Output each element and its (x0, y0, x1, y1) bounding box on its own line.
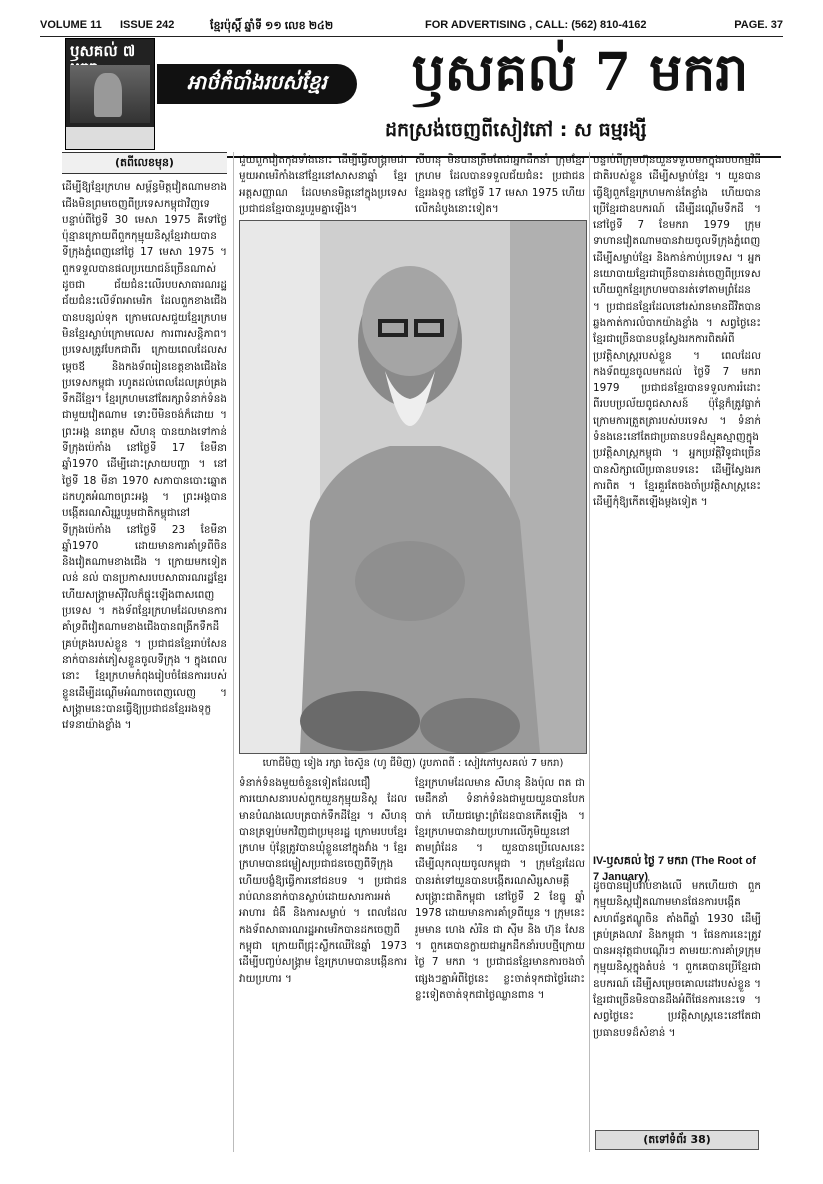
article-header (65, 38, 781, 150)
portrait-photo (239, 220, 587, 754)
article-column-2-bottom: ទំនាក់ទំនងមួយចំនួនទៀតដែលជឿ ការយោសនារបស់ពួកយួនកុម្មុយនិស្ត ដែលមានបំណងលេបត្របាក់ទឹកដីខ្មែរ ។ សីហនុ បានត្រឡប់មកវិញជាប្រមុខរដ្ឋ ក្រោមរបបខ្មែរក្រហម ប៉ុន្តែត្រូវបានឃុំខ្លួននៅក្នុងវាំង ។ ខ្មែរក្រហមបានជម្លៀសប្រជាជនចេញពីទីក្រុង ហើយបង្ខំឱ្យធ្វើការនៅជនបទ ។ ប្រជាជនរាប់លាននាក់បានស្លាប់ដោយសារការអត់អាហារ ជំងឺ និងការសម្លាប់ ។ ពេលដែលកងទ័ពសាធារណរដ្ឋអាមេរិកបានដកចេញពីកម្ពុជា ក្រោយពីជ្រុះស្លឹកឈើនៃឆ្នាំ 1973 ដើម្បីបញ្ចប់សង្គ្រាម ខ្មែរក្រហមបានបង្កើនការវាយប្រហារ ។ (239, 777, 407, 985)
headline: ឫសគល់ 7 មករា (411, 42, 749, 103)
volume-label: VOLUME 11 (40, 19, 102, 31)
article-column-4-bottom: ដូចបានរៀបរាប់ខាងលើ មកហើយថា ពួកកុម្មុយនិស្តវៀតណាមមានផែនការបង្កើតសហព័ន្ធឥណ្ឌូចិន តាំងពីឆ្នាំ 1930 ដើម្បីគ្រប់គ្រងលាវ និងកម្ពុជា ។ ផែនការនេះត្រូវបានអនុវត្តជាបណ្តើរៗ តាមរយៈការគាំទ្រក្រុមកុម្មុយនិស្តក្នុងតំបន់ ។ ពួកគេបានប្រើខ្មែរជាឧបករណ៍ ដើម្បីសម្រេចគោលដៅរបស់ខ្លួន ។ ខ្មែរជាច្រើនមិនបានដឹងអំពីផែនការនេះទេ ។ សព្វថ្ងៃនេះ ប្រវត្តិសាស្ត្រនេះនៅតែជាប្រធានបទដ៏សំខាន់ ។ (593, 880, 761, 1039)
continued-from-label: (តពីលេខមុន) (62, 152, 227, 174)
column-divider (233, 152, 234, 1152)
article-column-3-bottom: ខ្មែរក្រហមដែលមាន សីហនុ និងប៉ុល ពត ជាមេដឹកនាំ ទំនាក់ទំនងជាមួយយួនបានបែកបាក់ ហើយជម្លោះព្រំដែនបានកើតឡើង ។ ខ្មែរក្រហមបានវាយប្រហារលើភូមិយួននៅតាមព្រំដែន ។ យួនបានប្រើលេសនេះ ដើម្បីលុកលុយចូលកម្ពុជា ។ ក្រុមខ្មែរដែលបានរត់ទៅយួនបានបង្កើតរណសិរ្សសាមគ្គីសង្គ្រោះជាតិកម្ពុជា នៅថ្ងៃទី 2 ខែធ្នូ ឆ្នាំ 1978 ដោយមានការគាំទ្រពីយួន ។ ក្រុមនេះរួមមាន ហេង សំរិន ជា ស៊ីម និង ហ៊ុន សែន ។ ពួកគេបានក្លាយជាអ្នកដឹកនាំរបបថ្មីក្រោយថ្ងៃ 7 មករា ។ ប្រជាជនខ្មែរមានការចងចាំផ្សេងៗគ្នាអំពីថ្ងៃនេះ ខ្លះចាត់ទុកជាថ្ងៃរំដោះ ខ្លះទៀតចាត់ទុកជាថ្ងៃឈ្លានពាន ។ (415, 777, 585, 1001)
masthead-bar (40, 18, 783, 37)
photo-caption: ហោជីមិញ ទៀង រក្សា ចៃស៊ួន (ហូ ជីមិញ) (រូបភាពពី : សៀវភៅឫសគល់ 7 មករា) (262, 758, 564, 769)
article-column-4: បន្ទាប់ពីក្រុមហ៊ុនយួនទទួលមកក្នុងរបបកម្មវិធីជាតិរបស់ខ្លួន ដើម្បីសម្លាប់ខ្មែរ ។ យួនបានធ្វើឱ្យពួកខ្មែរក្រហមកាន់តែខ្លាំង ហើយបានប្រើខ្មែរជាឧបករណ៍ ដើម្បីដណ្តើមទឹកដី ។ នៅថ្ងៃទី 7 ខែមករា 1979 ក្រុមទាហានវៀតណាមបានវាយចូលទីក្រុងភ្នំពេញ ដើម្បីសម្លាប់ខ្មែរ និងកាន់កាប់ប្រទេស ។ អ្នកនយោបាយខ្មែរជាច្រើនបានរត់ចេញពីប្រទេស ហើយពួកខ្មែរក្រហមបានរត់ទៅតាមព្រំដែន ។ ប្រជាជនខ្មែរដែលនៅរស់រានមានជីវិតបានឆ្លងកាត់ការលំបាកយ៉ាងខ្លាំង ។ សព្វថ្ងៃនេះ ខ្មែរជាច្រើនបានបន្តស្វែងរកការពិតអំពីប្រវត្តិសាស្ត្ររបស់ខ្លួន ។ ពេលដែលកងទ័ពយួនចូលមកដល់ ថ្ងៃទី 7 មករា 1979 ប្រជាជនខ្មែរបានទទួលការរំដោះពីរបបប្រល័យពូជសាសន៍ ប៉ុន្តែក៏ត្រូវធ្លាក់ក្រោមការត្រួតត្រារបស់បរទេស ។ ទំនាក់ទំនងនេះនៅតែជាប្រធានបទដ៏ស្មុគស្មាញក្នុងប្រវត្តិសាស្ត្រកម្ពុជា ។ អ្នកប្រវត្តិវិទូជាច្រើនបានសិក្សាលើប្រធានបទនេះ ដើម្បីស្វែងរកការពិត ។ ខ្មែរគួរតែចងចាំប្រវត្តិសាស្ត្រនេះ ដើម្បីកុំឱ្យកើតឡើងម្តងទៀត ។ (593, 154, 761, 509)
subtitle-banner: អាថ៌កំបាំងរបស់ខ្មែរ (157, 64, 357, 104)
book-cover-thumbnail (65, 38, 155, 150)
article-column-2-top: ជួយពួកវៀតកុងទាំងនោះ ដើម្បីធ្វើសង្គ្រាមជាមួយអាមេរិកាំងនៅខ្មែរនៅសាសនាឆ្នាំ ខ្មែរអត្តសញ្ញាណ ដែលមានមិត្តនៅក្នុងប្រទេស ប្រជាជនខ្មែរបានរួបរួមគ្នាឡើង។ (239, 154, 407, 215)
book-cover-footer (66, 127, 154, 149)
portrait-illustration (240, 221, 586, 753)
article-column-3-top: សីហនុ មិនបានត្រឹមតែជាអ្នកដឹកនាំ ក្រុមខ្មែរក្រហម ដែលបានទទួលជ័យជំនះ ប្រជាជនខ្មែររងទុក្ខ នៅថ្ងៃទី 17 មេសា 1975 ហើយលើកដំបូងនោះទៀត។ (415, 154, 585, 215)
book-cover-image (70, 65, 150, 123)
issue-label: ISSUE 242 (120, 19, 175, 31)
article-column-1 (62, 152, 227, 1162)
column-divider (589, 152, 590, 1152)
page-number: PAGE. 37 (734, 19, 783, 31)
advertising-contact: FOR ADVERTISING , CALL: (562) 810-4162 (425, 19, 647, 31)
continued-to-label: (តទៅទំព័រ 38) (595, 1130, 759, 1150)
column-1-text: ដើម្បីឱ្យខ្មែរក្រហម សម្ព័ន្ធមិត្តវៀតណាមខាងជើងមិនព្រមចេញពីប្រទេសកម្ពុជាវិញទេ បន្ទាប់ពីថ្ងៃទី 30 មេសា 1975 គឺទៅថ្ងៃប៉ុន្មានក្រោយពីពួកកុម្មុយនិស្តខ្មែរវាយបានទីក្រុងភ្នំពេញនៅថ្ងៃ 17 មេសា 1975 ។ ពួកទទួលបានផលប្រយោជន៍ច្រើនណាស់ ដូចជា ជ័យជំនះលើរបបសាធារណរដ្ឋ ជ័យជំនះលើទ័ពអាមេរិក ដែលពួកខាងជើងបានបន្សល់ទុក ក្រោមលេសជួយខ្មែរក្រហម មិនខ្មែរស្លាប់ក្រោមលេស ការពារសន្តិភាព។ ប្រទេសត្រូវបែកជាពីរ ក្រោយពេលដែលសម្តេចឪ និងកងទ័ពរៀនខេត្តខាងជើងនៃប្រទេសកម្ពុជា រហូតដល់ពេលដែលគ្រប់គ្រងទឹកដីខ្មែរ។ ខ្មែរក្រហមនៅតែរក្សាទំនាក់ទំនងជាមួយវៀតណាម ទោះបីមិនចង់ក៏ដោយ ។ ព្រះអង្គ នរោត្តម សីហនុ បានយាងទៅកាន់ទីក្រុងប៉េកាំង នៅថ្ងៃទី 17 ខែមីនា ឆ្នាំ1970 ដើម្បីដោះស្រាយបញ្ហា ។ នៅថ្ងៃទី 18 មីនា 1970 សភាបានបោះឆ្នោតដកហូតអំណាចព្រះអង្គ ។ ព្រះអង្គបានបង្កើតរណសិរ្សរួបរួមជាតិកម្ពុជានៅទីក្រុងប៉េកាំង នៅថ្ងៃទី 23 ខែមីនា ឆ្នាំ1970 ដោយមានការគាំទ្រពីចិន និងវៀតណាមខាងជើង ។ ក្រោយមកទៀត លន់ នល់ បានប្រកាសរបបសាធារណរដ្ឋខ្មែរ ហើយសង្គ្រាមស៊ីវិលក៏ផ្ទុះឡើងពាសពេញប្រទេស ។ កងទ័ពខ្មែរក្រហមដែលមានការគាំទ្រពីវៀតណាមខាងជើងបានពង្រីកទឹកដីគ្រប់គ្រងរបស់ខ្លួន ។ ប្រជាជនខ្មែររាប់សែននាក់បានរត់ភៀសខ្លួនចូលទីក្រុង ។ ក្នុងពេលនោះ ខ្មែរក្រហមកំពុងរៀបចំផែនការរបស់ខ្លួនដើម្បីដណ្តើមអំណាចពេញលេញ ។ សង្គ្រាមនេះបានធ្វើឱ្យប្រជាជនខ្មែររងទុក្ខវេទនាយ៉ាងខ្លាំង ។ (62, 181, 227, 732)
khmer-issue-label: ខ្មែរប៉ុស្តិ៍ ឆ្នាំទី ១១ លេខ ២៤២ (210, 20, 334, 32)
section-title: IV-ឫសគល់ ថ្ងៃ 7 មករា (The Root of 7 January) (593, 855, 756, 883)
byline: ដកស្រង់ចេញពីសៀវភៅ : ស ធម្មរង្សី (385, 119, 647, 141)
book-cover-title: ឫសគល់ ៧ (70, 42, 136, 60)
